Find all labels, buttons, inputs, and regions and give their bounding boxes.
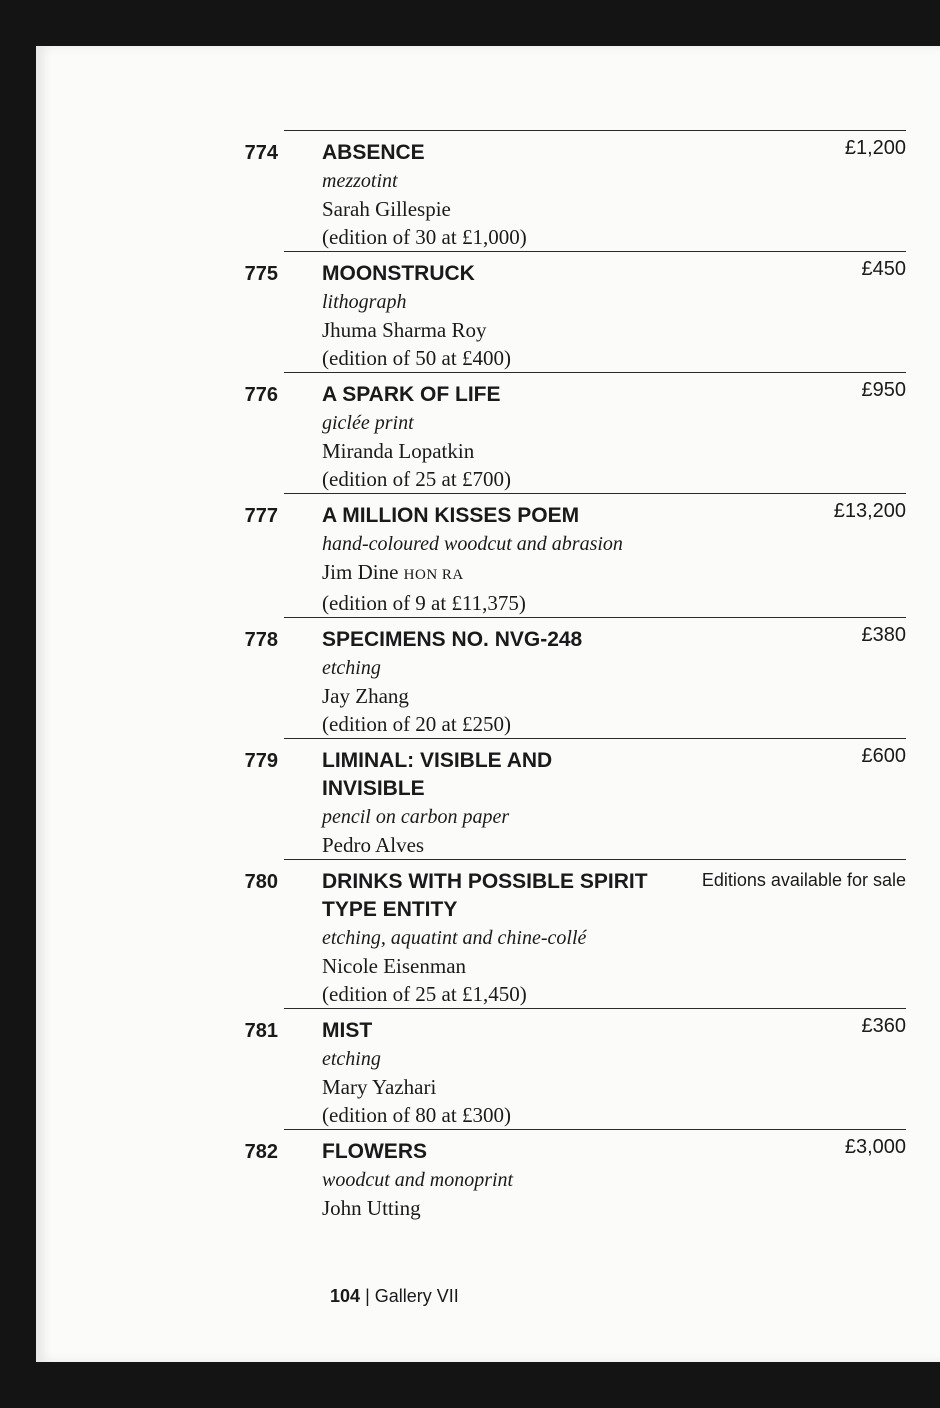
artist-name: Jay Zhang <box>322 684 409 708</box>
footer-separator: | <box>365 1286 370 1306</box>
entry-edition: (edition of 30 at £1,000) <box>322 225 527 249</box>
lot-number: 776 <box>244 384 278 406</box>
artist-name: Pedro Alves <box>322 833 425 857</box>
entry-artist <box>322 195 906 223</box>
entry-price: £450 <box>861 258 906 280</box>
entry-title: DRINKS WITH POSSIBLE SPIRIT TYPE ENTITY <box>322 870 648 921</box>
entry-price: £600 <box>861 745 906 767</box>
entry-medium: pencil on carbon paper <box>322 806 510 828</box>
artist-name: John Utting <box>322 1196 421 1220</box>
entry-medium: giclée print <box>322 412 414 434</box>
entry-artist <box>322 952 906 980</box>
entry-edition: (edition of 25 at £1,450) <box>322 982 527 1006</box>
lot-number: 774 <box>244 142 278 164</box>
lot-number: 781 <box>244 1020 278 1042</box>
entry-artist <box>322 316 906 344</box>
entry-price: £380 <box>861 624 906 646</box>
catalogue-entry <box>244 1129 906 1250</box>
entry-price: £1,200 <box>844 137 906 159</box>
lot-number: 779 <box>244 750 278 772</box>
entry-medium: woodcut and monoprint <box>322 1169 514 1191</box>
entry-title: ABSENCE <box>322 141 425 164</box>
entry-medium: hand-coloured woodcut and abrasion <box>322 533 623 555</box>
catalogue-entry <box>244 130 906 251</box>
catalogue-entry <box>244 251 906 372</box>
entry-artist <box>322 437 906 465</box>
page-footer <box>330 1286 459 1307</box>
entry-artist <box>322 682 906 710</box>
page-number: 104 <box>330 1286 361 1306</box>
entry-artist <box>322 1194 906 1222</box>
catalogue-entry <box>244 617 906 738</box>
entry-title: MIST <box>322 1019 373 1042</box>
entry-price: £13,200 <box>833 500 906 522</box>
entry-medium: etching <box>322 1048 381 1070</box>
entry-price: £950 <box>861 379 906 401</box>
entry-artist <box>322 1073 906 1101</box>
entry-edition: (edition of 20 at £250) <box>322 712 511 736</box>
entry-edition: (edition of 80 at £300) <box>322 1103 511 1127</box>
lot-number: 777 <box>244 505 278 527</box>
entry-medium: etching <box>322 657 381 679</box>
entry-edition: (edition of 25 at £700) <box>322 467 511 491</box>
footer-section: Gallery VII <box>374 1286 459 1306</box>
entry-title: LIMINAL: VISIBLE AND INVISIBLE <box>322 749 553 800</box>
entry-price: £3,000 <box>844 1136 906 1158</box>
entry-edition: (edition of 9 at £11,375) <box>322 591 526 615</box>
entry-title: SPECIMENS NO. NVG-248 <box>322 628 583 651</box>
entry-title: MOONSTRUCK <box>322 262 475 285</box>
entries-list <box>36 130 940 1250</box>
catalogue-entry <box>244 372 906 493</box>
entry-artist <box>322 558 906 589</box>
entry-medium: mezzotint <box>322 170 398 192</box>
artist-name: Miranda Lopatkin <box>322 439 475 463</box>
catalogue-entry <box>244 493 906 617</box>
lot-number: 778 <box>244 629 278 651</box>
catalogue-entry <box>244 859 906 1008</box>
entry-price: Editions available for sale <box>701 870 906 890</box>
artist-name: Mary Yazhari <box>322 1075 437 1099</box>
lot-number: 780 <box>244 871 278 893</box>
artist-name: Sarah Gillespie <box>322 197 451 221</box>
entry-title: A MILLION KISSES POEM <box>322 504 580 527</box>
catalogue-entry <box>244 1008 906 1129</box>
entry-price: £360 <box>861 1015 906 1037</box>
artist-name: Jim Dine <box>322 560 399 584</box>
entry-title: A SPARK OF LIFE <box>322 383 501 406</box>
entry-medium: lithograph <box>322 291 407 313</box>
lot-number: 775 <box>244 263 278 285</box>
lot-number: 782 <box>244 1141 278 1163</box>
entry-medium: etching, aquatint and chine-collé <box>322 927 587 949</box>
entry-title: FLOWERS <box>322 1140 427 1163</box>
artist-honours: HON RA <box>403 567 464 583</box>
entry-artist <box>322 831 906 859</box>
catalogue-entry <box>244 738 906 859</box>
artist-name: Nicole Eisenman <box>322 954 467 978</box>
entry-edition: (edition of 50 at £400) <box>322 346 511 370</box>
artist-name: Jhuma Sharma Roy <box>322 318 487 342</box>
catalogue-page <box>36 46 940 1362</box>
